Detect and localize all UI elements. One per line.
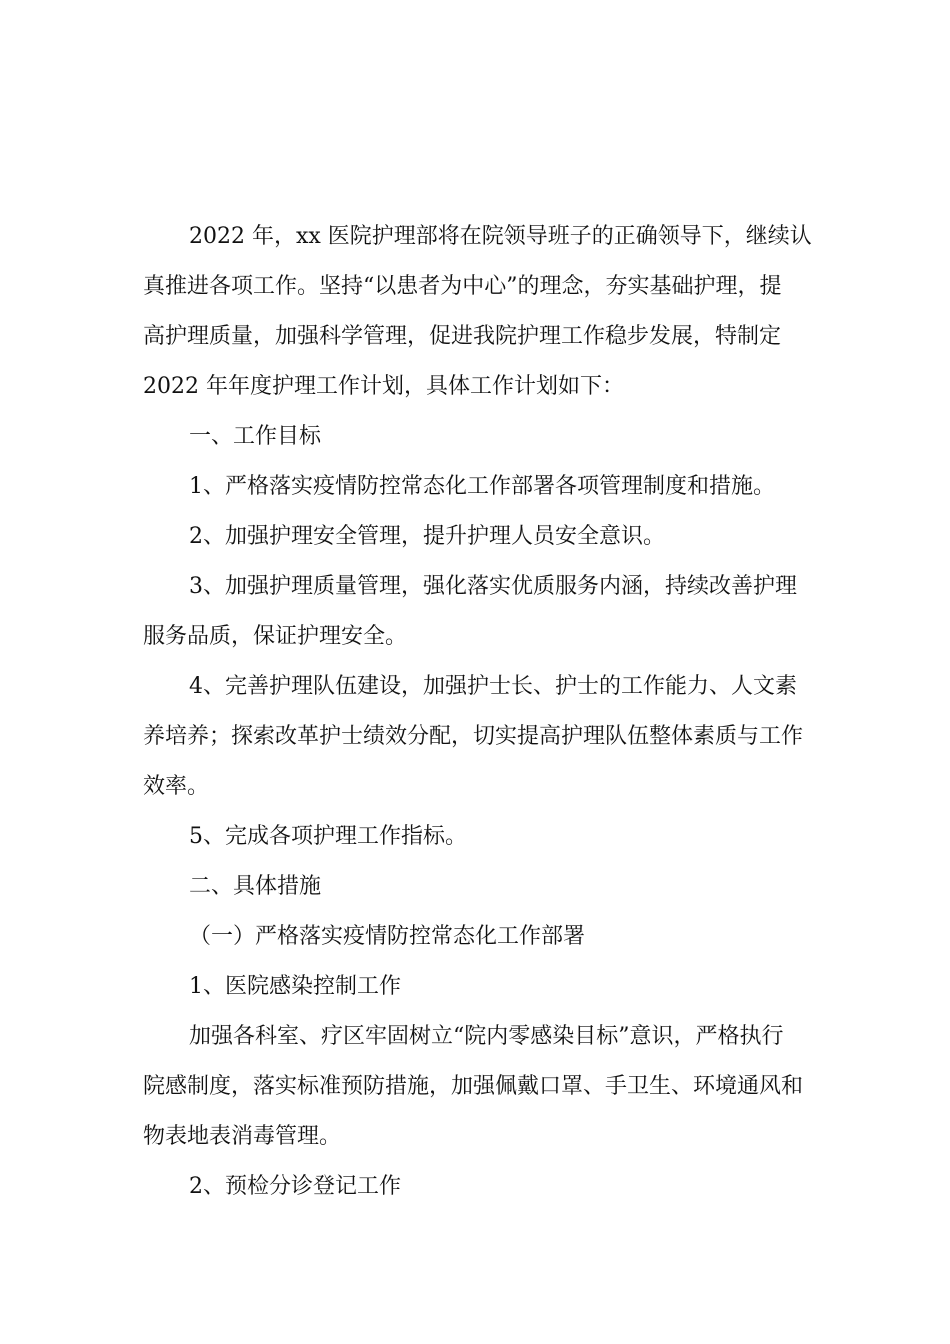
text-line: 物表地表消毒管理。 bbox=[143, 1124, 342, 1149]
goal-item-1: 1、严格落实疫情防控常态化工作部署各项管理制度和措施。 bbox=[189, 474, 775, 499]
text-line: 真推进各项工作。坚持“以患者为中心”的理念，夯实基础护理，提 bbox=[143, 274, 782, 299]
text-line: 4、完善护理队伍建设，加强护士长、护士的工作能力、人文素 bbox=[189, 674, 797, 699]
text-line: 服务品质，保证护理安全。 bbox=[143, 624, 408, 649]
intro-paragraph bbox=[143, 212, 812, 412]
goal-item-5: 5、完成各项护理工作指标。 bbox=[189, 824, 467, 849]
text-line: 养培养；探索改革护士绩效分配，切实提高护理队伍整体素质与工作 bbox=[143, 724, 804, 749]
text-line: 2022 年，xx 医院护理部将在院领导班子的正确领导下，继续认 bbox=[189, 224, 812, 249]
goal-item-2: 2、加强护理安全管理，提升护理人员安全意识。 bbox=[189, 524, 665, 549]
text-line: 院感制度，落实标准预防措施，加强佩戴口罩、手卫生、环境通风和 bbox=[143, 1074, 804, 1099]
section-heading-measures: 二、具体措施 bbox=[189, 874, 322, 899]
item-body-infection-control bbox=[143, 1012, 807, 1162]
text-line: 效率。 bbox=[143, 774, 210, 799]
item-heading-triage: 2、预检分诊登记工作 bbox=[189, 1174, 401, 1199]
section-heading-goals: 一、工作目标 bbox=[189, 424, 322, 449]
text-line: 3、加强护理质量管理，强化落实优质服务内涵，持续改善护理 bbox=[189, 574, 797, 599]
goal-item-4 bbox=[143, 662, 807, 812]
text-line: 加强各科室、疗区牢固树立“院内零感染目标”意识，严格执行 bbox=[189, 1024, 784, 1049]
goal-item-3 bbox=[143, 562, 807, 662]
text-line: 2022 年年度护理工作计划，具体工作计划如下： bbox=[143, 374, 624, 399]
subsection-heading: （一）严格落实疫情防控常态化工作部署 bbox=[189, 924, 586, 949]
document-page bbox=[143, 212, 812, 1212]
item-heading-infection-control: 1、医院感染控制工作 bbox=[189, 974, 401, 999]
text-line: 高护理质量，加强科学管理，促进我院护理工作稳步发展，特制定 bbox=[143, 324, 782, 349]
